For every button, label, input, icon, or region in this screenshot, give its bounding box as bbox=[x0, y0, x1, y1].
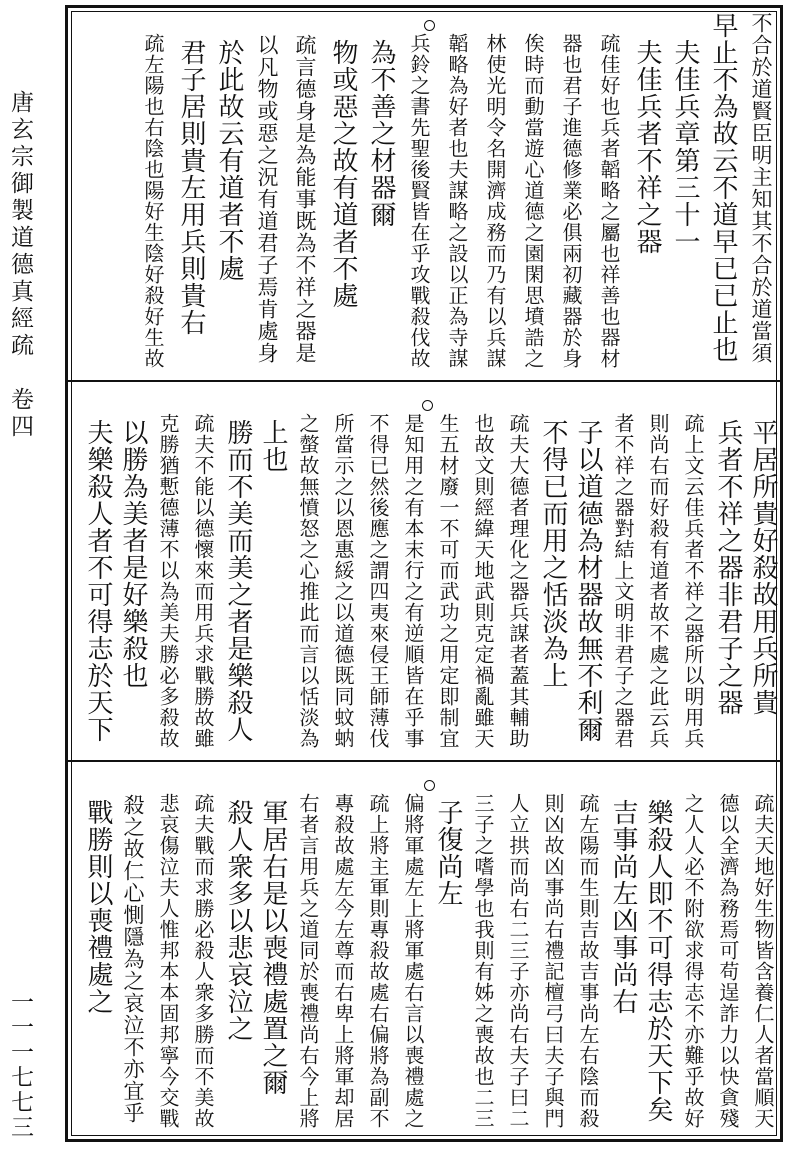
register-divider-1 bbox=[65, 380, 783, 382]
text-column: 人立拱而尚右二三子亦尚右夫子曰二 bbox=[506, 772, 530, 1129]
text-column: 也故文則經緯天地武則克定禍亂雖天 bbox=[471, 392, 495, 749]
text-column: 者不祥之器對結上文明非君子之器君 bbox=[611, 392, 635, 749]
text-column: 不合於道賢臣明主知其不合於道當須 bbox=[749, 12, 773, 364]
text-column: 林使光明令名開濟成務而乃有以兵謀 bbox=[483, 12, 507, 369]
text-column: 君子居則貴左用兵則貴右 bbox=[176, 12, 206, 336]
text-column: 上也 bbox=[258, 392, 288, 473]
register-bottom bbox=[70, 772, 780, 1132]
text-column: 疏言德身是為能事既為不祥之器是 bbox=[293, 12, 317, 364]
text-column: 夫佳兵者不祥之器 bbox=[632, 12, 662, 255]
text-column: 兵者不祥之器非君子之器 bbox=[713, 392, 743, 716]
text-column: 疏佳好也兵者韜略之屬也祥善也器材 bbox=[597, 12, 621, 369]
text-column: 生五材廢一不可而武功之用定即制宜 bbox=[436, 392, 460, 749]
margin-title: 唐玄宗御製道德真經疏 卷四 bbox=[7, 90, 33, 441]
text-column: 平居所貴好殺故用兵所貴 bbox=[748, 392, 778, 716]
text-column: 勝而不美而美之者是樂殺人 bbox=[223, 392, 253, 743]
text-column: 疏夫天地好生物皆含養仁人者當順天 bbox=[751, 772, 775, 1129]
text-column: 克勝猶慙德薄不以為美夫勝必多殺故 bbox=[156, 392, 180, 749]
text-column: 以凡物或惡之況有道君子焉肯處身 bbox=[255, 12, 279, 364]
margin-page-number: 一一一七七三 bbox=[7, 990, 33, 1140]
text-column: 物或惡之故有道者不處 bbox=[328, 12, 358, 309]
text-column: 悲哀傷泣夫人惟邦本本固邦寧今交戰 bbox=[156, 772, 180, 1129]
text-column: 於此故云有道者不處 bbox=[214, 12, 244, 282]
register-divider-2 bbox=[65, 760, 783, 762]
text-column: 疏左陽也右陰也陽好生陰好殺好生故 bbox=[141, 12, 165, 369]
text-column: 專殺故處左今左尊而右卑上將軍却居 bbox=[331, 772, 355, 1129]
text-column: 子復尚左 bbox=[433, 772, 463, 907]
text-column: 之人人必不附欲求得志不亦難乎故好 bbox=[681, 772, 705, 1129]
text-column: 子以道德為材器故無不利爾 bbox=[573, 392, 603, 743]
text-column: 三子之嗜學也我則有姊之喪故也二三 bbox=[471, 772, 495, 1129]
text-column: 早止不為故云不道早已已止也 bbox=[708, 12, 738, 363]
text-column: 吉事尚左凶事尚右 bbox=[608, 772, 638, 1015]
text-column: 疏上將主軍則專殺故處右偏將為副不 bbox=[366, 772, 390, 1129]
text-column: 戰勝則以喪禮處之 bbox=[83, 772, 113, 1015]
text-column: 疏左陽而生則吉故吉事尚左右陰而殺 bbox=[576, 772, 600, 1129]
text-column: 夫佳兵章第三十一 bbox=[670, 12, 700, 255]
text-column: 偏將軍處左上將軍處右言以喪禮處之 bbox=[401, 772, 425, 1129]
text-column: 兵鈴之書先聖後賢皆在乎攻戰殺伐故 bbox=[407, 12, 431, 369]
text-column: 樂殺人即不可得志於天下矣 bbox=[643, 772, 673, 1123]
text-column: 俟時而動當遊心道德之園閑思墳誥之 bbox=[521, 12, 545, 369]
text-column: 疏夫戰而求勝必殺人衆多勝而不美故 bbox=[191, 772, 215, 1129]
register-middle bbox=[70, 392, 780, 752]
text-column: 所當示之以恩惠綏之以道德既同蚊蚋 bbox=[331, 392, 355, 749]
text-column: 不得已然後應之謂四夷來侵王師薄伐 bbox=[366, 392, 390, 749]
text-column: 軍居右是以喪禮處置之爾 bbox=[258, 772, 288, 1096]
text-column: 殺之故仁心惻隱為之哀泣不亦宜乎 bbox=[121, 772, 145, 1124]
text-column: 則凶故凶事尚右禮記檀弓曰夫子與門 bbox=[541, 772, 565, 1129]
text-column: 器也君子進德修業必俱兩初藏器於身 bbox=[559, 12, 583, 369]
text-column: 疏上文云佳兵者不祥之器所以明用兵 bbox=[681, 392, 705, 749]
text-column: 不得已而用之恬淡為上 bbox=[538, 392, 568, 689]
text-column: 之螫故無憤怒之心推此而言以恬淡為 bbox=[296, 392, 320, 749]
text-column: 疏夫不能以德懷來而用兵求戰勝故雖 bbox=[191, 392, 215, 749]
text-column: 韜略為好者也夫謀略之設以正為寺謀 bbox=[445, 12, 469, 369]
text-column: 德以全濟為務焉可苟逞詐力以快貪殘 bbox=[716, 772, 740, 1129]
register-top bbox=[70, 12, 780, 372]
text-column: 疏夫大德者理化之器兵謀者蓋其輔助 bbox=[506, 392, 530, 749]
text-column: 殺人衆多以悲哀泣之 bbox=[223, 772, 253, 1042]
text-column: 為不善之材器爾 bbox=[366, 12, 396, 228]
text-column: 則尚右而好殺有道者故不處之此云兵 bbox=[646, 392, 670, 749]
text-column: 夫樂殺人者不可得志於天下 bbox=[83, 392, 113, 743]
text-column: 以勝為美者是好樂殺也 bbox=[118, 392, 148, 689]
text-column: 右者言用兵之道同於喪禮尚右今上將 bbox=[296, 772, 320, 1129]
text-column: 是知用之有本末行之有逆順皆在乎事 bbox=[401, 392, 425, 749]
